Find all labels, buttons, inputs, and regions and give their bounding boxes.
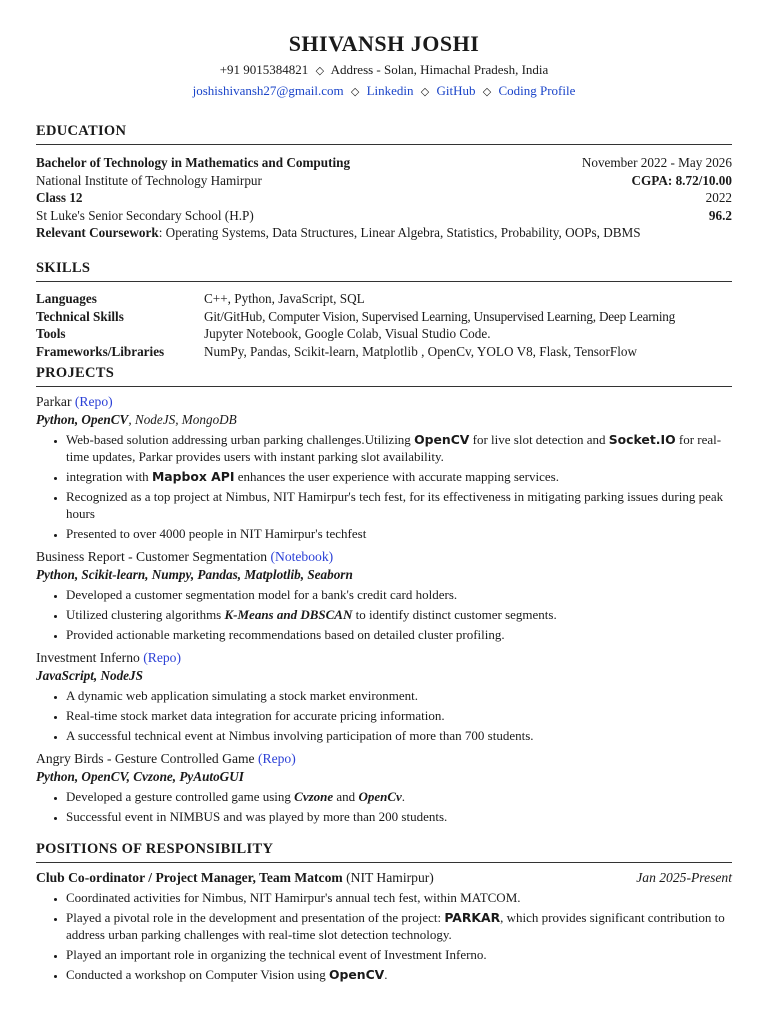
projects-section bbox=[36, 364, 732, 825]
github-link[interactable]: GitHub bbox=[436, 83, 476, 98]
list-item: • A successful technical event at Nimbus involving participation of more than 700 students. bbox=[66, 727, 732, 744]
list-item: • Conducted a workshop on Computer Vision using OpenCV. bbox=[66, 966, 732, 983]
section-title-education: EDUCATION bbox=[36, 122, 732, 145]
project-angry-birds bbox=[36, 750, 732, 825]
skill-row bbox=[36, 343, 732, 361]
skill-label: Languages bbox=[36, 290, 97, 306]
degree-name: Bachelor of Technology in Mathematics and Computing bbox=[36, 155, 351, 170]
list-item: • Developed a customer segmentation model for a bank's credit card holders. bbox=[66, 586, 732, 603]
separator-diamond: ◇ bbox=[482, 86, 492, 98]
skill-row bbox=[36, 290, 732, 308]
degree-dates: November 2022 - May 2026 bbox=[581, 155, 732, 170]
tech-primary: Python, OpenCV bbox=[36, 412, 129, 428]
position-bullets bbox=[36, 889, 732, 983]
role-org: (NIT Hamirpur) bbox=[342, 870, 434, 886]
separator-diamond: ◇ bbox=[350, 86, 360, 98]
list-item: • Real-time stock market data integration for accurate pricing information. bbox=[66, 707, 732, 724]
list-item: • Played a pivotal role in the development and presentation of the project: PARKAR, which provides significant contribution to address urban parking challenges with real-time slot detection technology. bbox=[66, 909, 732, 943]
skills-section bbox=[36, 259, 732, 360]
project-name: Investment Inferno bbox=[36, 650, 140, 666]
section-title-positions: POSITIONS OF RESPONSIBILITY bbox=[36, 840, 732, 863]
list-item: • integration with Mapbox API enhances the user experience with accurate mapping services. bbox=[66, 468, 732, 485]
skill-label: Tools bbox=[36, 326, 66, 342]
coursework-label: Relevant Coursework bbox=[36, 225, 159, 241]
list-item: • Recognized as a top project at Nimbus, NIT Hamirpur's tech fest, for its effectiveness in mitigating parking issues during peak hours bbox=[66, 488, 732, 522]
separator-diamond: ◇ bbox=[315, 65, 325, 77]
cgpa: CGPA: 8.72/10.00 bbox=[631, 172, 732, 188]
resume-page bbox=[36, 28, 732, 986]
skill-value: Jupyter Notebook, Google Colab, Visual Studio Code. bbox=[204, 326, 491, 342]
project-tech-stack: Python, Scikit-learn, Numpy, Pandas, Matplotlib, Seaborn bbox=[36, 567, 353, 583]
address: Address - Solan, Himachal Pradesh, India bbox=[330, 62, 549, 77]
project-bullets bbox=[36, 586, 732, 643]
institute-name: National Institute of Technology Hamirpur bbox=[36, 172, 262, 188]
class12-year: 2022 bbox=[705, 190, 732, 206]
list-item: • Presented to over 4000 people in NIT Hamirpur's techfest bbox=[66, 525, 732, 542]
candidate-name: SHIVANSH JOSHI bbox=[288, 31, 480, 56]
project-bullets bbox=[36, 687, 732, 744]
role-title: Club Co-ordinator / Project Manager, Team Matcom bbox=[36, 870, 343, 886]
phone-number: +91 9015384821 bbox=[219, 62, 309, 77]
list-item: • Successful event in NIMBUS and was played by more than 200 students. bbox=[66, 808, 732, 825]
skill-row bbox=[36, 325, 732, 343]
email-link[interactable]: joshishivansh27@gmail.com bbox=[192, 83, 344, 98]
skill-value: C++, Python, JavaScript, SQL bbox=[204, 290, 365, 306]
project-bullets bbox=[36, 431, 732, 542]
role-dates: Jan 2025-Present bbox=[636, 870, 732, 886]
list-item: • Provided actionable marketing recommendations based on detailed cluster profiling. bbox=[66, 626, 732, 643]
project-name: Angry Birds - Gesture Controlled Game bbox=[36, 751, 255, 767]
contact-line bbox=[36, 60, 732, 81]
list-item: • Web-based solution addressing urban parking challenges.Utilizing OpenCV for live slot detection and Socket.IO for real-time updates, Parkar provides users with instant parking slot availability. bbox=[66, 431, 732, 465]
project-parkar bbox=[36, 393, 732, 542]
project-name: Parkar bbox=[36, 394, 72, 410]
project-bullets bbox=[36, 788, 732, 825]
positions-section bbox=[36, 840, 732, 983]
project-name: Business Report - Customer Segmentation bbox=[36, 549, 268, 565]
skill-label: Frameworks/Libraries bbox=[36, 343, 165, 359]
class12-label: Class 12 bbox=[36, 190, 83, 206]
class12-score: 96.2 bbox=[708, 207, 732, 223]
coursework bbox=[36, 224, 641, 242]
list-item: • Played an important role in organizing the technical event of Investment Inferno. bbox=[66, 946, 732, 963]
separator-diamond: ◇ bbox=[420, 86, 430, 98]
education-section bbox=[36, 122, 732, 242]
repo-link[interactable]: (Repo) bbox=[143, 650, 181, 666]
list-item: • A dynamic web application simulating a stock market environment. bbox=[66, 687, 732, 704]
coding-profile-link[interactable]: Coding Profile bbox=[498, 83, 576, 98]
links-line bbox=[36, 81, 732, 102]
list-item: • Developed a gesture controlled game using Cvzone and OpenCv. bbox=[66, 788, 732, 805]
tech-secondary: , NodeJS, MongoDB bbox=[128, 412, 237, 428]
section-title-projects: PROJECTS bbox=[36, 364, 732, 387]
project-tech-stack: JavaScript, NodeJS bbox=[36, 668, 143, 684]
section-title-skills: SKILLS bbox=[36, 259, 732, 282]
list-item: • Coordinated activities for Nimbus, NIT Hamirpur's annual tech fest, within MATCOM. bbox=[66, 889, 732, 906]
repo-link[interactable]: (Repo) bbox=[74, 394, 113, 410]
linkedin-link[interactable]: Linkedin bbox=[366, 83, 414, 98]
school-name: St Luke's Senior Secondary School (H.P) bbox=[36, 207, 254, 223]
repo-link[interactable]: (Repo) bbox=[258, 751, 296, 767]
notebook-link[interactable]: (Notebook) bbox=[270, 549, 334, 565]
coursework-list: : Operating Systems, Data Structures, Linear Algebra, Statistics, Probability, OOPs, DBMS bbox=[158, 225, 641, 241]
skill-row bbox=[36, 308, 732, 326]
skill-label: Technical Skills bbox=[36, 308, 124, 324]
list-item: • Utilized clustering algorithms K-Means and DBSCAN to identify distinct customer segments. bbox=[66, 606, 732, 623]
project-investment-inferno bbox=[36, 649, 732, 744]
project-tech-stack bbox=[36, 411, 732, 429]
skill-value: NumPy, Pandas, Scikit-learn, Matplotlib , OpenCv, YOLO V8, Flask, TensorFlow bbox=[204, 343, 638, 359]
project-tech-stack: Python, OpenCV, Cvzone, PyAutoGUI bbox=[36, 769, 244, 785]
skill-value: Git/GitHub, Computer Vision, Supervised Learning, Unsupervised Learning, Deep Learning bbox=[204, 308, 676, 324]
project-customer-segmentation bbox=[36, 548, 732, 643]
